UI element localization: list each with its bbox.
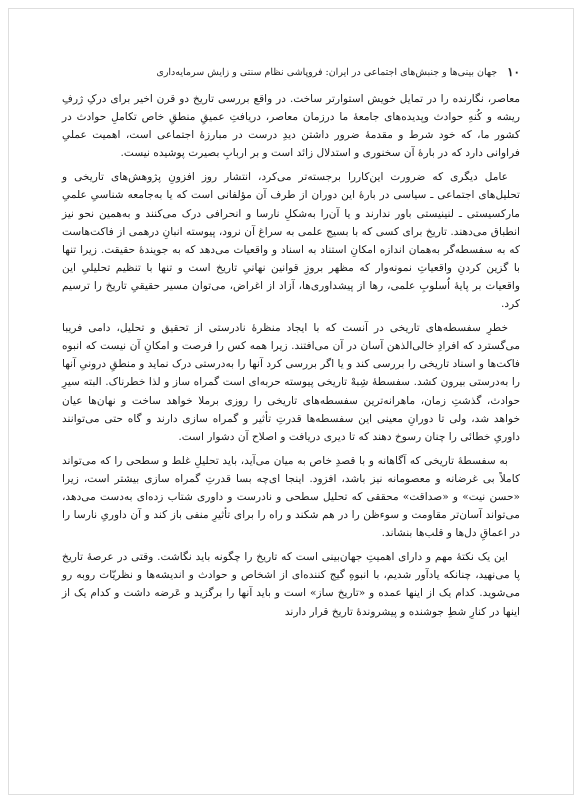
paragraph-3: خطرِ سفسطه‌های تاریخی در آنست که با ایجاد منظرهٔ نادرستی از تحقیق و تحلیل، دامی فریبا می‌گسترد که افرادِ خالی‌الذهن آسان در آن می‌افتند. زیرا همه کس را فرصت و امکانِ آن نیست که انبوه فاکت‌ها و اسناد تاریخی را بررسی کند و یا اگر بررسی کرد آنها را به‌درستی درک نماید و منطقِ درونیِ آنها را به‌درستی بیرون کشد. سفسطهٔ شِبهْ تاریخی پیوسته حربه‌ای است گمراه ساز و لذا خطرناک. البته سیرِ حوادث، گذشتِ زمان، ماهرانه‌ترین سفسطه‌های تاریخی را روزی برملا خواهد ساخت و نهان‌ها عیان خواهد شد، ولی تا دورانِ معینی این سفسطه‌ها قدرتِ تأثیر و گمراه سازی دارند و گاه حتی می‌توانند داوریِ خطائی را چنان رسوخ دهند که تا دیری دریافت و اصلاح آن دشوار است. [62,322,520,443]
paragraph-5: این یک نکتهٔ مهم و دارای اهمیتِ جهان‌بینی است که تاریخ را چگونه باید نگاشت. وقتی در عرصهٔ تاریخ پا می‌نهید، چنانکه یادآور شدیم، با انبوهِ گیج کننده‌ای از اشخاص و حوادث و اندیشه‌ها و نظریّات روبه رو می‌شوید. کدام یک از اینها عمده و «تاریخ ساز» است و باید آنها را برگزید و عَرضه داشت و کدام یک از اینها در کنارِ شطِ جوشنده و پیشروندهٔ تاریخ قرار دارند [62,551,520,618]
running-title: جهان بینی‌ها و جنبش‌های اجتماعی در ایران: فروپاشی نظام سنتی و زایش سرمایه‌داری [156,66,498,78]
paragraph-1: معاصر، نگارنده را در تمایل خویش استوارتر ساخت. در واقع بررسی تاریخ دو قرن اخیر برای درکِ ژرفِ ریشه و کُنهِ حوادث وپدیده‌های جامعهٔ ما درزمان معاصر، دریافتِ عمیقِ منطقِ خاص تکاملِ حوادث در کشور ما، که خود شرط و مقدمهٔ ضرور داشتن دیدِ درست در مبارزهٔ اجتماعی است، اهمیت عملیِ فراوانی دارد که در بارهٔ آن سخنوری و استدلال زائد است و بر اربابِ بصیرت پوشیده نیست. [62,93,520,160]
paragraph-4: به سفسطهٔ تاریخی که آگاهانه و با قصدِ خاص به میان می‌آید، باید تحلیلِ غلط و سطحی را که می‌تواند کاملاً بی غرضانه و معصومانه نیز باشد، افزود. اینجا ای‌چه بسا قدرتِ گمراه سازی بیشتر است، زیرا «حسن نیت» و «صداقت» محققی که تحلیل سطحی و نادرست و داوری شتاب زده‌ای به‌دست می‌دهد، می‌تواند آسان‌تر مقاومت و سوءظن را در هم شکند و راه را برای تأثیرِ منفی باز کند و آن داوریِ نارسا را در اعماقِ دل‌ها و قلب‌ها بنشاند. [62,454,520,540]
paragraph-2: عامل دیگری که ضرورت این‌کاررا برجسته‌تر می‌کرد، انتشار روز افزونِ پژوهش‌های تاریخی و تحلیل‌های اجتماعی ـ سیاسی در بارهٔ این دوران از طرف آن مؤلفانی است که یا به‌جامعه شناسیِ علمیِ مارکسیستی ـ لنینیستی باور ندارند و یا آن‌را به‌شکلِ نارسا و انحرافی درک می‌کنند و به‌همین نحو نیز انطباق می‌دهند. تاریخ برای کسی که با بسیج علمی به سراغ آن نرود، پیوسته انبانِ درهمی از فاکت‌هاست که به سفسطه‌گر به‌همان اندازه امکانِ استناد به اسناد و واقعیات می‌دهد که به جویندهٔ حقیقت. زیرا تنها با گزین کردنِ واقعیاتِ نمونه‌وار که مظهر بروزِ قوانین نهانیِ تاریخ است و تنها با تنظیم تحلیلیِ این واقعیات بر پایهٔ اُسلوبِ علمی، رها از پیشداوری‌ها، آزاد از اغراض، می‌توان مسیر حقیقیِ تاریخ را ترسیم کرد. [62,171,520,311]
page-header [62,64,520,80]
page-number: ۱۰ [507,65,520,79]
body-text [62,90,520,627]
